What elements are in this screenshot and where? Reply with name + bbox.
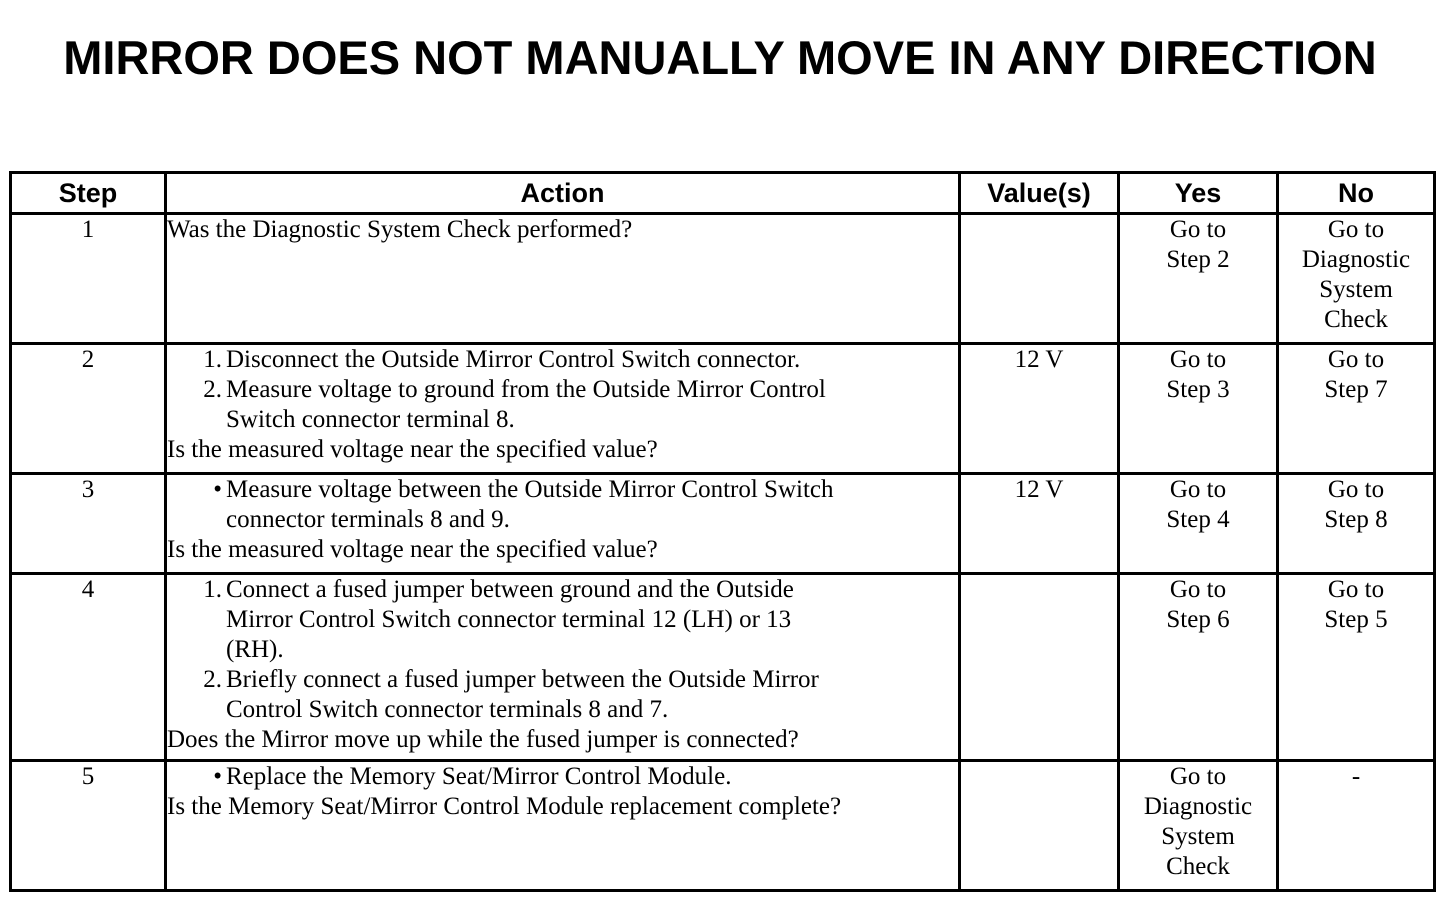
yes-cell-line: Step 4 — [1166, 506, 1230, 533]
table-row — [11, 214, 1435, 344]
no-cell-line: Step 7 — [1324, 376, 1388, 403]
action-item-marker: • — [213, 476, 222, 503]
action-item-text — [226, 375, 958, 435]
step-cell: 3 — [11, 474, 166, 574]
yes-cell-line: Go to — [1169, 216, 1227, 243]
action-item — [167, 762, 958, 792]
action-cell — [166, 761, 960, 891]
action-item-marker: 2. — [203, 666, 222, 693]
yes-cell-line: System — [1161, 823, 1235, 850]
yes-cell-line: Go to — [1169, 476, 1227, 503]
action-item — [167, 665, 958, 725]
yes-cell-line: Check — [1166, 853, 1230, 880]
action-cell — [166, 344, 960, 474]
value-cell: 12 V — [960, 344, 1119, 474]
action-question: Is the Memory Seat/Mirror Control Module replacement complete? — [167, 793, 842, 820]
action-item-marker: • — [213, 763, 222, 790]
no-cell-line: Step 5 — [1324, 606, 1388, 633]
action-item-line: Replace the Memory Seat/Mirror Control Module. — [226, 763, 732, 790]
action-item-line: Briefly connect a fused jumper between the Outside Mirror — [226, 666, 819, 693]
action-item-line: connector terminals 8 and 9. — [226, 506, 510, 533]
action-cell — [166, 474, 960, 574]
action-item-line: Measure voltage between the Outside Mirror Control Switch — [226, 476, 834, 503]
no-cell-line: Go to — [1327, 476, 1385, 503]
yes-cell-line: Step 6 — [1166, 606, 1230, 633]
action-item-line: Disconnect the Outside Mirror Control Switch connector. — [226, 346, 801, 373]
action-cell — [166, 214, 960, 344]
no-cell-line: Check — [1324, 306, 1388, 333]
header-step: Step — [11, 173, 166, 214]
action-question: Is the measured voltage near the specified value? — [167, 536, 658, 563]
action-item-marker: 2. — [203, 376, 222, 403]
no-cell — [1278, 474, 1435, 574]
action-item-line: Measure voltage to ground from the Outside Mirror Control — [226, 376, 826, 403]
yes-cell-line: Step 2 — [1166, 246, 1230, 273]
no-cell-line: Go to — [1327, 346, 1385, 373]
yes-cell-line: Diagnostic — [1143, 793, 1253, 820]
table-body — [11, 214, 1435, 891]
yes-cell — [1119, 474, 1278, 574]
yes-cell-line: Go to — [1169, 346, 1227, 373]
action-item-line: Mirror Control Switch connector terminal 12 (LH) or 13 — [226, 606, 792, 633]
header-action: Action — [166, 173, 960, 214]
action-item-marker: 1. — [203, 346, 222, 373]
value-cell: 12 V — [960, 474, 1119, 574]
no-cell-line: System — [1319, 276, 1393, 303]
step-cell: 1 — [11, 214, 166, 344]
no-cell-line: Diagnostic — [1301, 246, 1411, 273]
action-item-text — [226, 762, 958, 792]
yes-cell — [1119, 574, 1278, 761]
no-cell-line: Go to — [1327, 216, 1385, 243]
page-title: MIRROR DOES NOT MANUALLY MOVE IN ANY DIRECTION — [63, 31, 1377, 84]
yes-cell — [1119, 761, 1278, 891]
step-cell: 4 — [11, 574, 166, 761]
table-row — [11, 574, 1435, 761]
action-item-text — [226, 665, 958, 725]
yes-cell — [1119, 214, 1278, 344]
value-cell — [960, 214, 1119, 344]
step-cell: 2 — [11, 344, 166, 474]
table-header-row — [11, 173, 1435, 214]
header-values: Value(s) — [960, 173, 1119, 214]
action-question: Does the Mirror move up while the fused jumper is connected? — [167, 726, 799, 753]
action-item-line: Switch connector terminal 8. — [226, 406, 515, 433]
value-cell — [960, 761, 1119, 891]
no-cell — [1278, 344, 1435, 474]
no-cell — [1278, 214, 1435, 344]
table-row — [11, 474, 1435, 574]
action-item-line: Control Switch connector terminals 8 and 7. — [226, 696, 669, 723]
no-cell-line: Step 8 — [1324, 506, 1388, 533]
no-cell — [1278, 761, 1435, 891]
step-cell: 5 — [11, 761, 166, 891]
header-yes: Yes — [1119, 173, 1278, 214]
diagnostic-table — [9, 171, 1436, 892]
header-no: No — [1278, 173, 1435, 214]
table-row — [11, 761, 1435, 891]
action-item-text — [226, 475, 958, 535]
yes-cell-line: Step 3 — [1166, 376, 1230, 403]
action-item-line: (RH). — [226, 636, 284, 663]
yes-cell — [1119, 344, 1278, 474]
action-question: Is the measured voltage near the specified value? — [167, 436, 658, 463]
action-item — [167, 475, 958, 535]
action-item — [167, 375, 958, 435]
table-row — [11, 344, 1435, 474]
action-item-text — [226, 345, 958, 375]
no-cell-line: Go to — [1327, 576, 1385, 603]
action-question: Was the Diagnostic System Check performed? — [167, 216, 633, 243]
no-cell-line: - — [1351, 763, 1361, 790]
action-item-line: Connect a fused jumper between ground and the Outside — [226, 576, 794, 603]
action-item-text — [226, 575, 958, 665]
no-cell — [1278, 574, 1435, 761]
action-item — [167, 575, 958, 665]
yes-cell-line: Go to — [1169, 763, 1227, 790]
action-cell — [166, 574, 960, 761]
value-cell — [960, 574, 1119, 761]
yes-cell-line: Go to — [1169, 576, 1227, 603]
action-item — [167, 345, 958, 375]
action-item-marker: 1. — [203, 576, 222, 603]
